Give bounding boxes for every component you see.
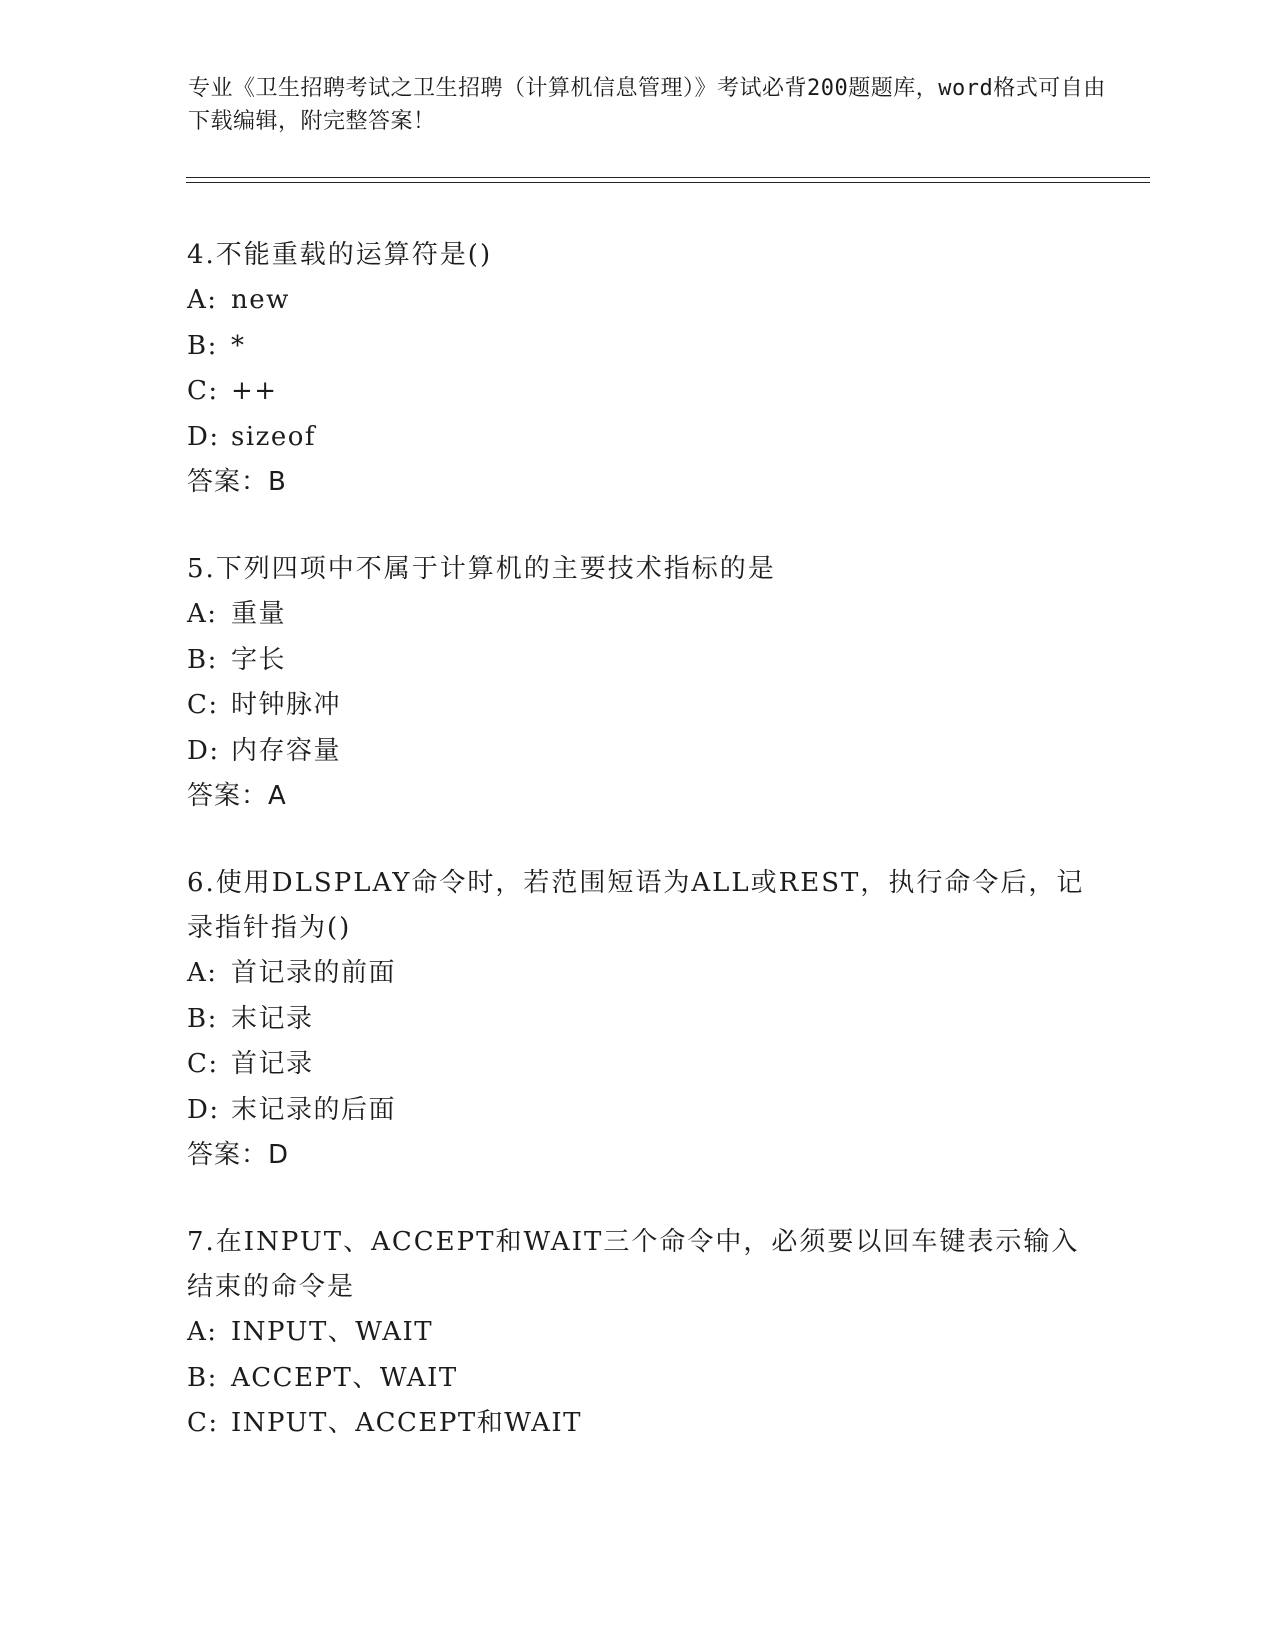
option-c bbox=[187, 1042, 1087, 1088]
option-label: A: bbox=[187, 599, 218, 629]
question-stem: 5.下列四项中不属于计算机的主要技术指标的是 bbox=[187, 554, 776, 584]
option-label: C: bbox=[187, 690, 219, 720]
option-label: B: bbox=[187, 644, 218, 675]
question-list bbox=[187, 233, 1087, 1489]
question-item bbox=[187, 547, 1087, 819]
question-stem: 7.在INPUT、ACCEPT和WAIT三个命令中，必须要以回车键表示输入结束的命令是 bbox=[187, 1227, 1080, 1302]
option-a bbox=[187, 278, 1087, 324]
option-label: D: bbox=[187, 421, 220, 452]
option-label: C: bbox=[187, 376, 219, 406]
header-divider-top bbox=[186, 177, 1150, 178]
option-d bbox=[187, 1088, 1087, 1134]
option-text: 末记录 bbox=[231, 1003, 314, 1034]
option-text: sizeof bbox=[231, 421, 317, 452]
question-item bbox=[187, 861, 1087, 1178]
option-label: B: bbox=[187, 330, 218, 361]
option-a bbox=[187, 592, 1087, 638]
option-label: A: bbox=[187, 285, 218, 315]
option-text: 首记录 bbox=[231, 1049, 314, 1079]
option-text: ++ bbox=[231, 376, 278, 406]
option-text: ACCEPT、WAIT bbox=[231, 1362, 458, 1393]
option-label: B: bbox=[187, 1003, 218, 1034]
option-label: B: bbox=[187, 1362, 218, 1393]
option-d bbox=[187, 415, 1087, 461]
option-b bbox=[187, 1356, 1087, 1402]
option-text: 首记录的前面 bbox=[231, 958, 397, 988]
option-text: INPUT、ACCEPT和WAIT bbox=[231, 1408, 583, 1438]
header-divider-bottom bbox=[186, 182, 1150, 183]
option-text: new bbox=[231, 285, 290, 315]
option-label: A: bbox=[187, 958, 218, 988]
option-a bbox=[187, 1310, 1087, 1356]
option-label: A: bbox=[187, 1317, 218, 1347]
option-c bbox=[187, 1401, 1087, 1447]
option-text: 重量 bbox=[231, 599, 287, 629]
option-text: 内存容量 bbox=[231, 735, 342, 766]
option-b bbox=[187, 324, 1087, 370]
answer-text: 答案：B bbox=[187, 467, 287, 497]
option-text: 时钟脉冲 bbox=[231, 690, 342, 720]
question-stem: 4.不能重载的运算符是() bbox=[187, 240, 493, 270]
option-d bbox=[187, 729, 1087, 775]
option-text: * bbox=[231, 330, 246, 361]
answer-text: 答案：D bbox=[187, 1140, 290, 1170]
option-b bbox=[187, 638, 1087, 684]
option-label: D: bbox=[187, 1094, 220, 1125]
option-label: C: bbox=[187, 1049, 219, 1079]
option-a bbox=[187, 951, 1087, 997]
option-label: C: bbox=[187, 1408, 219, 1438]
option-text: INPUT、WAIT bbox=[231, 1317, 434, 1347]
question-item bbox=[187, 1220, 1087, 1447]
question-item bbox=[187, 233, 1087, 505]
option-c bbox=[187, 683, 1087, 729]
answer-text: 答案：A bbox=[187, 781, 287, 811]
option-text: 末记录的后面 bbox=[231, 1094, 397, 1125]
option-label: D: bbox=[187, 735, 220, 766]
option-b bbox=[187, 997, 1087, 1043]
document-header: 专业《卫生招聘考试之卫生招聘（计算机信息管理）》考试必背200题题库，word格式可自由下载编辑，附完整答案！ bbox=[188, 76, 1106, 134]
option-text: 字长 bbox=[231, 644, 287, 675]
question-stem: 6.使用DLSPLAY命令时，若范围短语为ALL或REST，执行命令后，记录指针指为() bbox=[187, 868, 1085, 943]
option-c bbox=[187, 369, 1087, 415]
